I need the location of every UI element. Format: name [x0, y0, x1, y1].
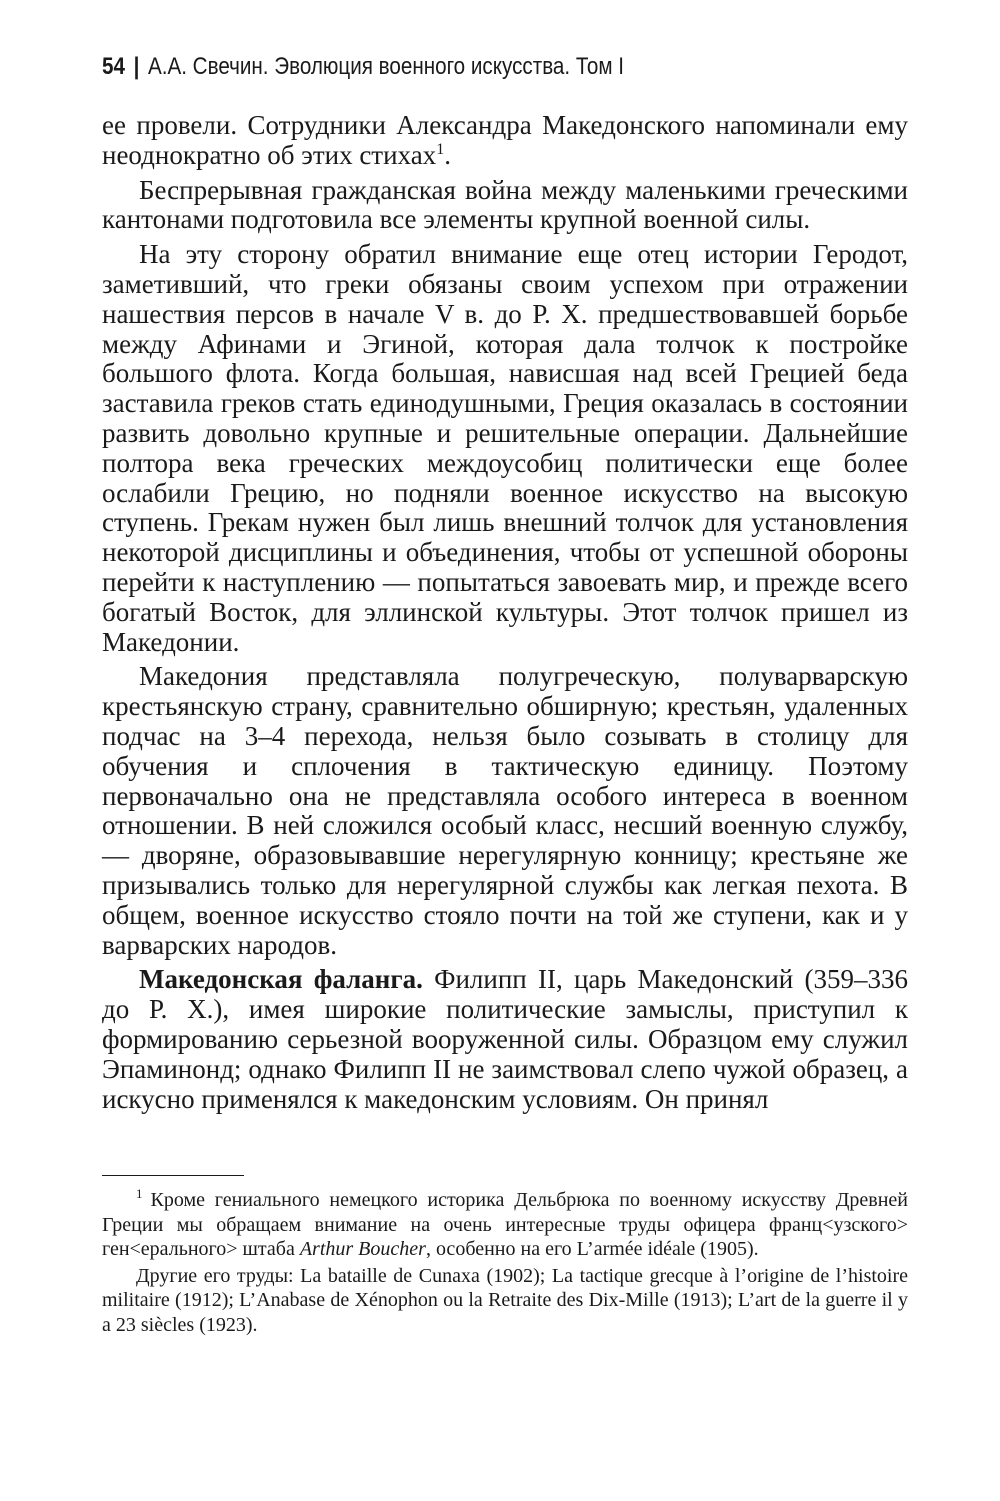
paragraph-5 [102, 965, 908, 1114]
running-title: А.А. Свечин. Эволюция военного искусства. Том I [147, 53, 625, 80]
running-header [102, 50, 807, 84]
page-number: 54 [102, 53, 125, 80]
footnote-1-text-a: Кроме гениального немецкого историка Дельбрюка по военному искусству Древней Греции мы обращаем внимание на очень интересные труды офицера франц<узского> ген<ерального> штаба [102, 1189, 908, 1260]
paragraph-3: На эту сторону обратил внимание еще отец истории Геродот, заметивший, что греки обязаны своим успехом при отражении нашествия персов в начале V в. до Р. Х. предшествовавшей борьбе между Афинами и Эгиной, которая дала толчок к постройке большого флота. Когда большая, нависшая над всей Грецией беда заставила греков стать единодушными, Греция оказалась в состоянии развить довольно крупные и решительные операции. Дальнейшие полтора века греческих междоусобиц политически еще более ослабили Грецию, но подняли военное искусство на высокую ступень. Грекам нужен был лишь внешний толчок для установления некоторой дисциплины и объединения, чтобы от успешной обороны перейти к наступлению — попытаться завоевать мир, и прежде всего богатый Восток, для эллинской культуры. Этот толчок пришел из Македонии. [102, 239, 908, 657]
footnote-1-marker: 1 [136, 1186, 143, 1202]
main-text [102, 111, 908, 1114]
footnote-1 [102, 1188, 908, 1262]
paragraph-1 [102, 111, 908, 171]
footnote-1-continued: Другие его труды: La bataille de Cunaxa (1902); La tactique grecque à l’origine de l’histoire militaire (1912); L’Anabase de Xénophon ou la Retraite des Dix-Mille (1913); L’art de la guerre il y a 23 siècles (1923). [102, 1264, 908, 1336]
paragraph-1-end: . [444, 139, 451, 170]
section-heading-macedonian-phalanx: Македонская фаланга. [139, 964, 423, 995]
paragraph-1-text: ее провели. Сотрудники Александра Македонского напоминали ему неоднократно об этих стихах [102, 110, 908, 170]
paragraph-5-text: Филипп II, царь Македонский (359–336 до Р. Х.), имея широкие политические замыслы, приступил к формированию серьезной вооруженной силы. Образцом ему служил Эпаминонд; однако Филипп II не заимствовал слепо чужой образец, а искусно применялся к македонским условиям. Он принял [102, 964, 908, 1114]
paragraph-4: Македония представляла полугреческую, полуварварскую крестьянскую страну, сравнительно обширную; крестьян, удаленных подчас на 3–4 перехода, нельзя было созывать в столицу для обучения и сплочения в тактическую единицу. Поэтому первоначально она не представляла особого интереса в военном отношении. В ней сложился особый класс, несший военную службу, — дворяне, образовывавшие нерегулярную конницу; крестьяне же призывались только для нерегулярной службы как легкая пехота. В общем, военное искусство стояло почти на той же ступени, как и у варварских народов. [102, 661, 908, 960]
header-separator: | [133, 53, 140, 80]
footnote-ref-1[interactable]: 1 [436, 140, 445, 158]
footnote-1-text-b: , особенно на его L’armée idéale (1905). [425, 1238, 759, 1260]
paragraph-2: Беспрерывная гражданская война между маленькими греческими кантонами подготовила все элементы крупной военной силы. [102, 174, 908, 235]
footnote-1-author: Arthur Boucher [299, 1238, 426, 1260]
footnote-divider [102, 1175, 244, 1176]
footnotes [102, 1188, 908, 1337]
